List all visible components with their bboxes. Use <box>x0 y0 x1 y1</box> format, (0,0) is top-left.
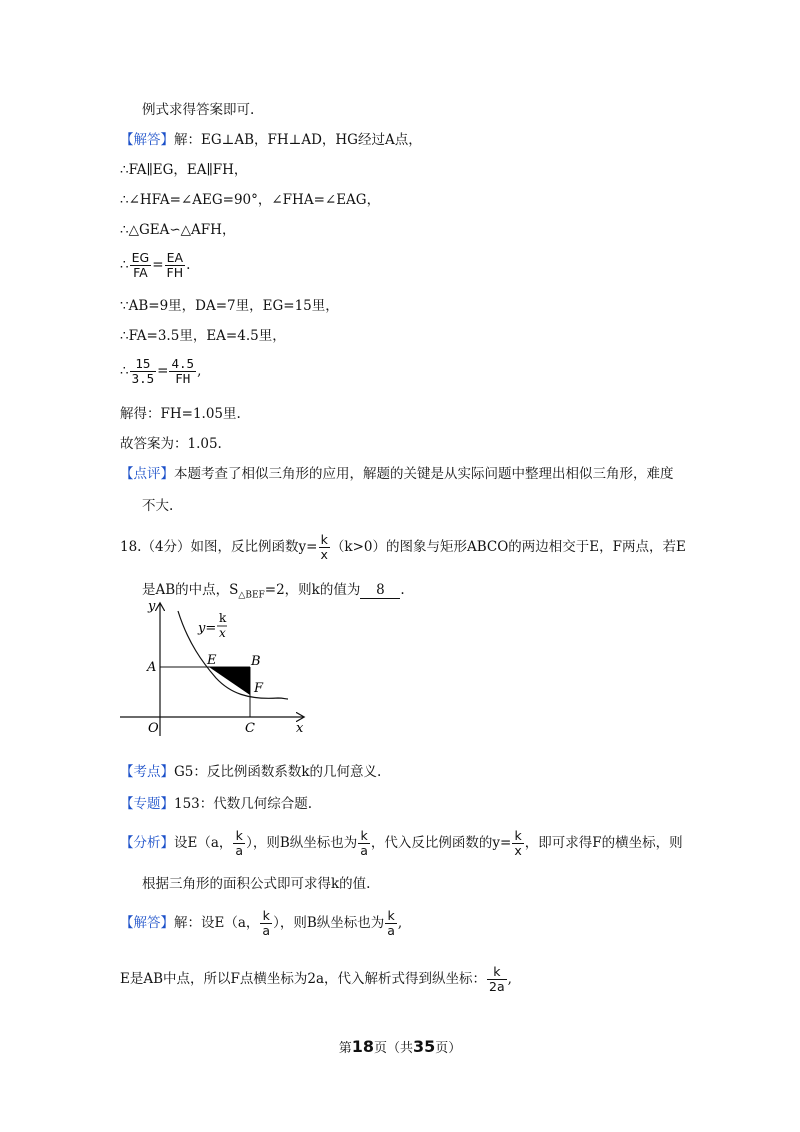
text-line: 【专题】153：代数几何综合题. <box>120 796 313 812</box>
fraction: $\frac{k}{a}$ <box>387 908 395 938</box>
question-18-line1: 18.（4分）如图，反比例函数y= $\frac{k}{x}$ （k>0）的图象与矩形ABCO的两边相交于E，F两点，若E <box>120 532 686 562</box>
fraction: $\frac{k}{2a}$ <box>489 964 505 994</box>
answer-tag: 【解答】 <box>120 132 174 148</box>
point-F-label: F <box>254 681 264 696</box>
page-total: 35 <box>413 1037 436 1056</box>
text-line: ∴△GEA∽△AFH， <box>120 222 236 238</box>
equation-line: ∴ $\frac{15}{3.5}$ = $\frac{4.5}{FH}$ , <box>120 356 202 386</box>
fraction: $\frac{EA}{FH}$ <box>166 250 184 280</box>
curve-label: y= <box>198 621 217 636</box>
topic-tag: 【专题】 <box>120 796 174 812</box>
text-line: ∴∠HFA=∠AEG=90°，∠FHA=∠EAG， <box>120 192 381 208</box>
fraction: $\frac{EG}{FA}$ <box>131 250 150 280</box>
analysis-tag: 【分析】 <box>120 835 174 851</box>
text-line: 【点评】本题考查了相似三角形的应用，解题的关键是从实际问题中整理出相似三角形，难度 <box>120 466 674 482</box>
y-axis-label: y <box>148 599 156 614</box>
curve-label-den: x <box>219 626 226 640</box>
knowledge-tag: 【考点】 <box>120 764 174 780</box>
text-line: 【考点】G5：反比例函数系数k的几何意义. <box>120 764 382 780</box>
text-line: ∴FA∥EG，EA∥FH， <box>120 162 248 178</box>
text-line: 根据三角形的面积公式即可求得k的值. <box>142 876 371 892</box>
point-E-label: E <box>207 653 217 668</box>
fraction: $\frac{4.5}{FH}$ <box>171 356 195 386</box>
text-line: 例式求得答案即可. <box>142 102 255 118</box>
solution-line: 【解答】解：设E（a， $\frac{k}{a}$ ），则B纵坐标也为 $\frac{k}{a}$ , <box>120 908 403 938</box>
analysis-line: 【分析】设E（a， $\frac{k}{a}$ ），则B纵坐标也为 $\frac{k}{a}$ ，代入反比例函数的y= $\frac{k}{x}$ ，即可求得F的横坐标，则 <box>120 828 683 858</box>
text-line: ∴FA=3.5里，EA=4.5里， <box>120 328 286 344</box>
point-A-label: A <box>147 660 157 675</box>
text-line: 解得：FH=1.05里. <box>120 406 241 422</box>
fraction: $\frac{k}{a}$ <box>235 828 244 858</box>
fraction: $\frac{k}{a}$ <box>360 828 368 858</box>
answer-blank: 8 <box>360 582 400 599</box>
text-line: 不大. <box>142 498 174 514</box>
question-18-line2: 是AB的中点，$S_{\triangle BEF}=2$，则k的值为 8 . <box>142 582 405 601</box>
solution-line: E是AB中点，所以F点横坐标为2a，代入解析式得到纵坐标： $\frac{k}{2a}$ , <box>120 964 512 994</box>
fraction: $\frac{k}{a}$ <box>262 908 271 938</box>
hyperbola-rectangle-figure <box>118 598 318 740</box>
text-line: 故答案为：1.05. <box>120 436 222 452</box>
page-number: 18 <box>351 1037 374 1056</box>
origin-label: O <box>148 721 159 736</box>
fraction: $\frac{15}{3.5}$ <box>131 356 155 386</box>
hyperbola-curve <box>178 611 288 699</box>
point-B-label: B <box>251 654 261 669</box>
answer-tag: 【解答】 <box>120 915 174 931</box>
text-line: ∵AB=9里，DA=7里，EG=15里， <box>120 298 339 314</box>
x-axis-label: x <box>296 721 304 736</box>
equation-line: ∴ $\frac{EG}{FA}$ = $\frac{EA}{FH}$ . <box>120 250 191 280</box>
comment-tag: 【点评】 <box>120 466 174 482</box>
fraction: $\frac{k}{x}$ <box>514 828 522 858</box>
fraction: $\frac{k}{x}$ <box>320 532 328 562</box>
curve-label-num: k <box>219 611 227 625</box>
point-C-label: C <box>245 721 255 736</box>
text-line: 【解答】解：EG⊥AB，FH⊥AD，HG经过A点， <box>120 132 422 148</box>
triangle-BEF <box>209 667 250 695</box>
page-footer: 第18页（共35页） <box>338 1037 462 1056</box>
